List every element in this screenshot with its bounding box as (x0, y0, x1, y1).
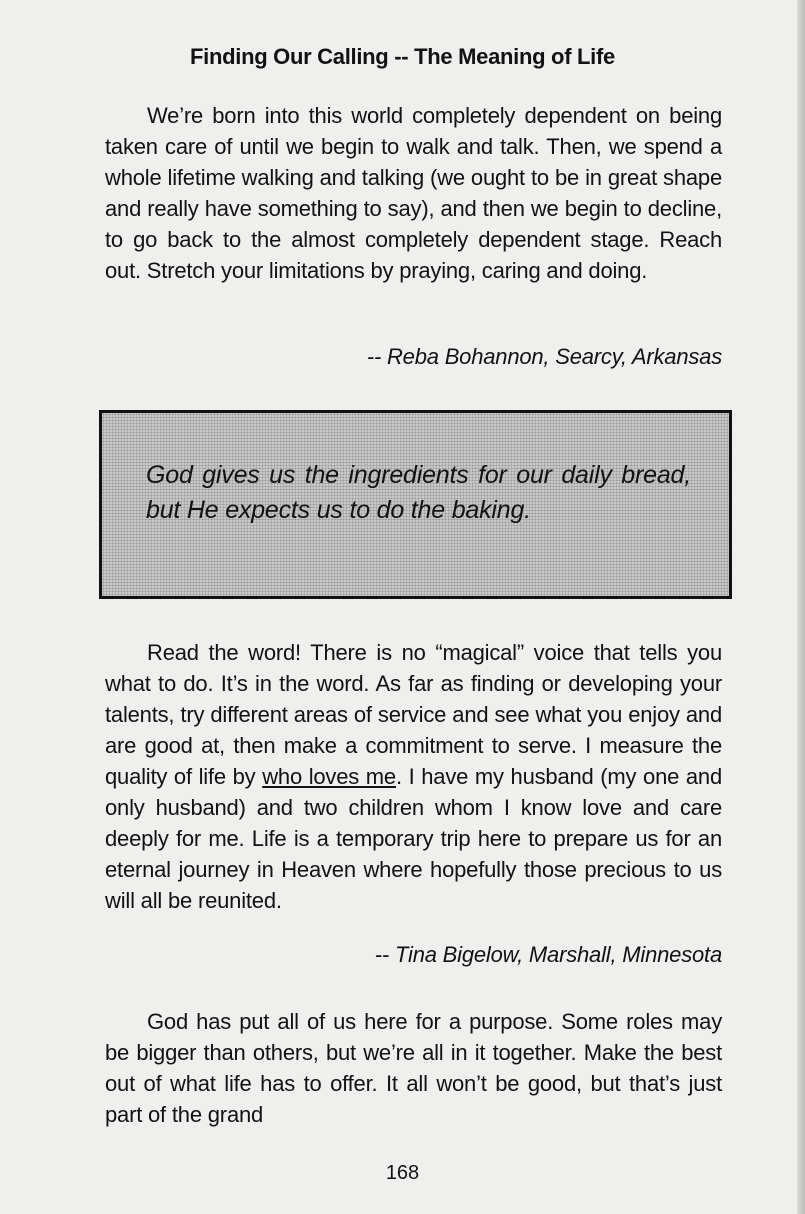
entry-1-body: We’re born into this world completely dependent on being taken care of until we begin to walk and talk. Then, we spend a whole lifetime walking and talking (we ought to be in great shape and really have something to say), and then we begin to decline, to go back to the almost completely dependent stage. Reach out. Stretch your limitations by praying, caring and doing. (105, 103, 722, 283)
entry-2-text (105, 637, 722, 916)
entry-2-attribution: -- Tina Bigelow, Marshall, Minnesota (374, 942, 722, 967)
page-edge (797, 0, 805, 1214)
quote-box (99, 410, 732, 599)
entry-3-text (105, 1006, 722, 1130)
entry-1-attribution: -- Reba Bohannon, Searcy, Arkansas (366, 344, 722, 369)
entry-2-body-start: Read the word! There is no “magical” voice that tells you what to do. It’s in the word. As far as finding or developing your talents, try different areas of service and see what you enjoy and are good at, then make a commitment to serve. I measure the quality of life by (105, 640, 722, 789)
page-title: Finding Our Calling -- The Meaning of Life (190, 44, 615, 69)
page-number: 168 (385, 1162, 420, 1184)
entry-2-underlined-phrase: who loves me (262, 764, 396, 789)
entry-3-body: God has put all of us here for a purpose. Some roles may be bigger than others, but we’re all in it together. Make the best out of what life has to offer. It all won’t be good, but that’s just part of the grand (105, 1009, 722, 1127)
entry-1-text (105, 100, 722, 286)
quote-text: God gives us the ingredients for our daily bread, but He expects us to do the baking. (146, 461, 691, 524)
entry-2-body-end: . I have my husband (my one and only husband) and two children whom I know love and care deeply for me. Life is a temporary trip here to prepare us for an eternal journey in Heaven where hopefully those precious to us will all be reunited. (105, 764, 723, 913)
